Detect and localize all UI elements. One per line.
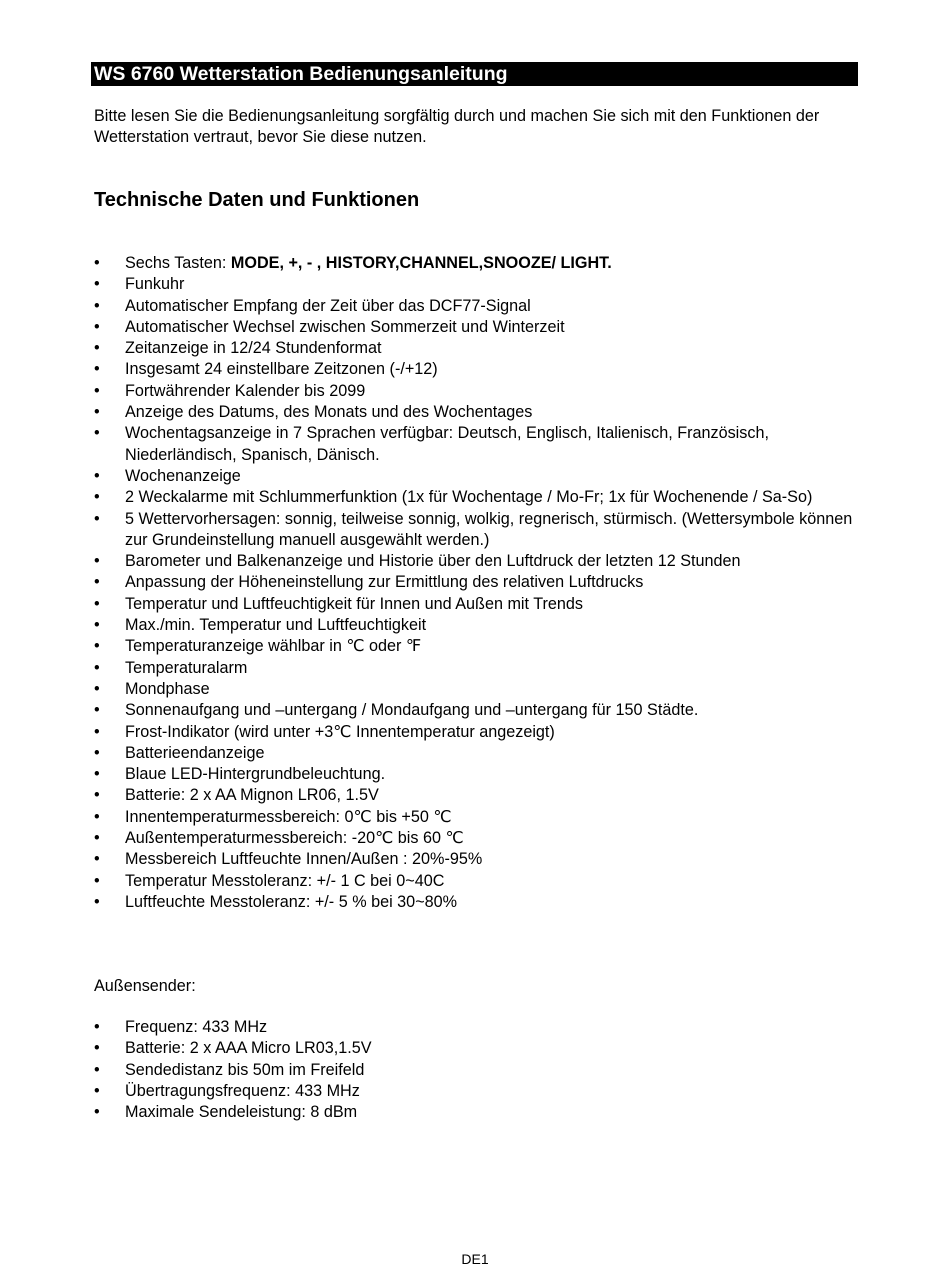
- bullet-icon: •: [94, 1039, 100, 1058]
- list-item: [94, 764, 854, 785]
- bullet-icon: •: [94, 616, 100, 635]
- bullet-icon: •: [94, 275, 100, 294]
- bullet-icon: •: [94, 381, 100, 400]
- bullet-icon: •: [94, 701, 100, 720]
- list-item-text: Anpassung der Höheneinstellung zur Ermittlung des relativen Luftdrucks: [125, 573, 644, 592]
- list-item: [94, 785, 854, 806]
- page-title: WS 6760 Wetterstation Bedienungsanleitung: [91, 62, 858, 86]
- intro-paragraph: Bitte lesen Sie die Bedienungsanleitung sorgfältig durch und machen Sie sich mit den Funktionen der Wetterstation vertraut, bevor Sie diese nutzen.: [94, 107, 820, 146]
- bullet-icon: •: [94, 573, 100, 592]
- bullet-icon: •: [94, 892, 100, 911]
- bullet-icon: •: [94, 829, 100, 848]
- bullet-icon: •: [94, 765, 100, 784]
- bullet-icon: •: [94, 466, 100, 485]
- bullet-icon: •: [94, 317, 100, 336]
- list-item-text: Barometer und Balkenanzeige und Historie über den Luftdruck der letzten 12 Stunden: [125, 552, 741, 571]
- bullet-icon: •: [94, 296, 100, 315]
- bullet-icon: •: [94, 722, 100, 741]
- sender-list: [94, 1017, 854, 1123]
- list-item-text: Außentemperaturmessbereich: -20℃ bis 60 ℃: [125, 829, 464, 848]
- bullet-icon: •: [94, 403, 100, 422]
- list-item: [94, 402, 854, 423]
- bullet-icon: •: [94, 488, 100, 507]
- bullet-icon: •: [94, 743, 100, 762]
- list-item: [94, 679, 854, 700]
- bullet-icon: •: [94, 850, 100, 869]
- list-item: [94, 359, 854, 380]
- list-item-text: Sonnenaufgang und –untergang / Mondaufgang und –untergang für 150 Städte.: [125, 701, 699, 720]
- bullet-icon: •: [94, 509, 100, 528]
- list-item: [94, 722, 854, 743]
- bullet-icon: •: [94, 1060, 100, 1079]
- bullet-icon: •: [94, 679, 100, 698]
- list-item: [94, 743, 854, 764]
- list-item-text: Blaue LED-Hintergrundbeleuchtung.: [125, 765, 386, 784]
- list-item-text: Batterie: 2 x AAA Micro LR03,1.5V: [125, 1039, 372, 1058]
- bullet-icon: •: [94, 424, 100, 443]
- list-item-text: Batterie: 2 x AA Mignon LR06, 1.5V: [125, 786, 379, 805]
- list-item-text: Temperaturalarm: [125, 658, 248, 677]
- sender-heading: Außensender:: [94, 977, 196, 995]
- list-item: [94, 700, 854, 721]
- list-item: [94, 615, 854, 636]
- list-item-text: Automatischer Wechsel zwischen Sommerzeit und Winterzeit: [125, 317, 565, 336]
- bullet-icon: •: [94, 1018, 100, 1036]
- list-item-text: Wochentagsanzeige in 7 Sprachen verfügbar: Deutsch, Englisch, Italienisch, Französisch, Niederländisch, Spanisch, Dänisch.: [125, 424, 769, 464]
- list-item: [94, 871, 854, 892]
- buttons-names: MODE, +, - , HISTORY,CHANNEL,SNOOZE/ LIGHT.: [230, 254, 612, 272]
- bullet-icon: •: [94, 360, 100, 379]
- list-item-text: Temperatur Messtoleranz: +/- 1 C bei 0~40C: [125, 871, 445, 890]
- list-item: [94, 807, 854, 828]
- list-item: [94, 274, 854, 295]
- list-item: [94, 1060, 854, 1081]
- list-item-text: Max./min. Temperatur und Luftfeuchtigkeit: [125, 616, 427, 635]
- list-item-text: Maximale Sendeleistung: 8 dBm: [125, 1103, 358, 1122]
- list-item: [94, 658, 854, 679]
- list-item: [94, 849, 854, 870]
- list-item-text: Wochenanzeige: [125, 466, 241, 485]
- bullet-icon: •: [94, 594, 100, 613]
- list-item-text: Temperaturanzeige wählbar in ℃ oder ℉: [125, 637, 422, 656]
- list-item-text: Sendedistanz bis 50m im Freifeld: [125, 1060, 365, 1079]
- list-item: [94, 572, 854, 593]
- list-item: [94, 466, 854, 487]
- bullet-icon: •: [94, 786, 100, 805]
- list-item: [94, 296, 854, 317]
- list-item-text: Automatischer Empfang der Zeit über das DCF77-Signal: [125, 296, 531, 315]
- list-item-text: Fortwährender Kalender bis 2099: [125, 381, 366, 400]
- features-list: [94, 253, 854, 913]
- list-item: [94, 636, 854, 657]
- list-item-text: Insgesamt 24 einstellbare Zeitzonen (-/+12): [125, 360, 438, 379]
- list-item: [94, 381, 854, 402]
- list-item-text: Anzeige des Datums, des Monats und des Wochentages: [125, 403, 533, 422]
- list-item-text: Mondphase: [125, 679, 210, 698]
- list-item-text: Messbereich Luftfeuchte Innen/Außen : 20%-95%: [125, 850, 483, 869]
- list-item-text: Luftfeuchte Messtoleranz: +/- 5 % bei 30~80%: [125, 892, 458, 911]
- list-item: [94, 594, 854, 615]
- list-item-text: 5 Wettervorhersagen: sonnig, teilweise sonnig, wolkig, regnerisch, stürmisch. (Wettersymbole können zur Grundeinstellung manuell ausgewählt werden.): [125, 509, 853, 549]
- list-item: [94, 487, 854, 508]
- list-item: [94, 828, 854, 849]
- list-item-text: Temperatur und Luftfeuchtigkeit für Innen und Außen mit Trends: [125, 594, 584, 613]
- list-item: [94, 423, 854, 466]
- list-item: [94, 338, 854, 359]
- list-item-text: Zeitanzeige in 12/24 Stundenformat: [125, 339, 382, 358]
- list-item-text: Funkuhr: [125, 275, 185, 294]
- list-item: [94, 509, 854, 552]
- list-item-text: Frost-Indikator (wird unter +3℃ Innentemperatur angezeigt): [125, 722, 555, 741]
- bullet-icon: •: [94, 658, 100, 677]
- list-item-text: Übertragungsfrequenz: 433 MHz: [125, 1081, 360, 1100]
- buttons-label: Sechs Tasten:: [125, 254, 231, 272]
- list-item-text: 2 Weckalarme mit Schlummerfunktion (1x für Wochentage / Mo-Fr; 1x für Wochenende / Sa-So): [125, 488, 813, 507]
- bullet-icon: •: [94, 1103, 100, 1122]
- bullet-icon: •: [94, 871, 100, 890]
- list-item: [94, 317, 854, 338]
- bullet-icon: •: [94, 552, 100, 571]
- section-heading: Technische Daten und Funktionen: [94, 189, 420, 211]
- list-item-text: Innentemperaturmessbereich: 0℃ bis +50 ℃: [125, 807, 452, 826]
- list-item: [94, 892, 854, 913]
- bullet-icon: •: [94, 339, 100, 358]
- bullet-icon: •: [94, 637, 100, 656]
- list-item-text: Frequenz: 433 MHz: [125, 1018, 268, 1036]
- list-item-text: Batterieendanzeige: [125, 743, 265, 762]
- list-item: [94, 1102, 854, 1123]
- bullet-icon: •: [94, 1081, 100, 1100]
- list-item: [94, 253, 854, 274]
- list-item: [94, 1038, 854, 1059]
- bullet-icon: •: [94, 254, 100, 272]
- list-item: [94, 551, 854, 572]
- page-number: DE1: [461, 1251, 489, 1267]
- list-item: [94, 1017, 854, 1038]
- list-item: [94, 1081, 854, 1102]
- bullet-icon: •: [94, 807, 100, 826]
